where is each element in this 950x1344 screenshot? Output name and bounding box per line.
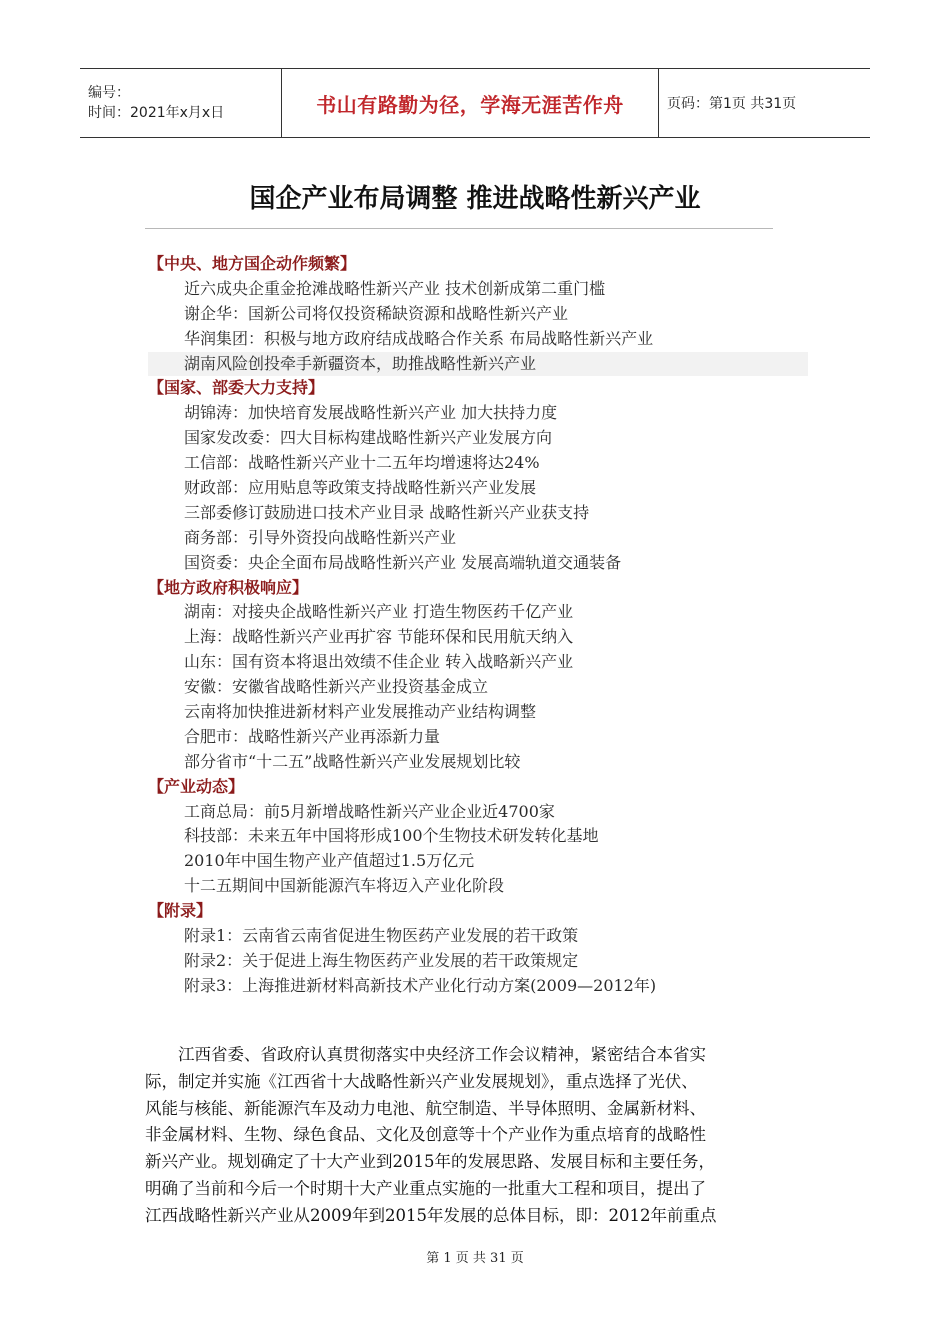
toc-item[interactable]: 胡锦涛：加快培育发展战略性新兴产业 加大扶持力度 [184, 403, 558, 423]
toc-item[interactable]: 附录1：云南省云南省促进生物医药产业发展的若干政策 [184, 926, 579, 946]
body-line: 非金属材料、生物、绿色食品、文化及创意等十个产业作为重点培育的战略性 [145, 1125, 706, 1145]
table-of-contents [148, 252, 808, 999]
body-line: 江西省委、省政府认真贯彻落实中央经济工作会议精神，紧密结合本省实 [145, 1045, 706, 1064]
toc-item[interactable]: 工信部：战略性新兴产业十二五年均增速将达24% [184, 453, 540, 473]
toc-item[interactable]: 财政部：应用贴息等政策支持战略性新兴产业发展 [184, 478, 537, 498]
toc-section-heading: 【产业动态】 [148, 776, 245, 796]
motto-text: 书山有路勤为径，学海无涯苦作舟 [316, 92, 624, 117]
body-line: 风能与核能、新能源汽车及动力电池、航空制造、半导体照明、金属新材料、 [145, 1098, 706, 1118]
body-line: 江西战略性新兴产业从2009年到2015年发展的总体目标，即：2012年前重点 [145, 1205, 717, 1225]
toc-item[interactable]: 附录3：上海推进新材料高新技术产业化行动方案(2009—2012年) [184, 975, 657, 995]
toc-item[interactable]: 2010年中国生物产业产值超过1.5万亿元 [184, 851, 475, 871]
toc-section-heading: 【国家、部委大力支持】 [148, 378, 325, 398]
body-line: 际，制定并实施《江西省十大战略性新兴产业发展规划》，重点选择了光伏、 [145, 1071, 698, 1091]
toc-section-heading: 【中央、地方国企动作频繁】 [148, 254, 357, 273]
body-line: 明确了当前和今后一个时期十大产业重点实施的一批重大工程和项目，提出了 [145, 1178, 706, 1198]
toc-item[interactable]: 科技部：未来五年中国将形成100个生物技术研发转化基地 [184, 826, 599, 846]
header-motto-cell [282, 69, 659, 137]
document-title: 国企产业布局调整 推进战略性新兴产业 [249, 184, 701, 214]
toc-item[interactable]: 山东：国有资本将退出效绩不佳企业 转入战略新兴产业 [184, 652, 574, 672]
page-info: 页码：第1页 共31页 [667, 96, 797, 112]
number-label: 编号： [88, 85, 130, 101]
toc-item[interactable]: 华润集团：积极与地方政府结成战略合作关系 布局战略性新兴产业 [184, 328, 654, 348]
toc-item[interactable]: 谢企华：国新公司将仅投资稀缺资源和战略性新兴产业 [184, 303, 569, 323]
toc-item[interactable]: 附录2：关于促进上海生物医药产业发展的若干政策规定 [184, 950, 579, 970]
toc-item[interactable]: 上海：战略性新兴产业再扩容 节能环保和民用航天纳入 [184, 627, 574, 647]
toc-item[interactable]: 合肥市：战略性新兴产业再添新力量 [184, 726, 441, 746]
body-line: 新兴产业。规划确定了十大产业到2015年的发展思路、发展目标和主要任务， [145, 1152, 715, 1172]
toc-item[interactable]: 十二五期间中国新能源汽车将迈入产业化阶段 [184, 876, 505, 896]
toc-item[interactable]: 国家发改委：四大目标构建战略性新兴产业发展方向 [184, 428, 553, 448]
toc-item[interactable]: 商务部：引导外资投向战略性新兴产业 [184, 527, 457, 547]
toc-item[interactable]: 云南将加快推进新材料产业发展推动产业结构调整 [184, 702, 537, 722]
toc-item[interactable]: 湖南风险创投牵手新疆资本，助推战略性新兴产业 [148, 352, 808, 377]
page-footer: 第 1 页 共 31 页 [426, 1251, 524, 1266]
document-header [80, 68, 870, 138]
toc-item[interactable]: 工商总局：前5月新增战略性新兴产业企业近4700家 [184, 801, 555, 821]
toc-item[interactable]: 安徽：安徽省战略性新兴产业投资基金成立 [184, 677, 489, 697]
toc-section-heading: 【地方政府积极响应】 [148, 577, 309, 597]
toc-item[interactable]: 国资委：央企全面布局战略性新兴产业 发展高端轨道交通装备 [184, 552, 622, 572]
toc-item[interactable]: 湖南：对接央企战略性新兴产业 打造生物医药千亿产业 [184, 602, 574, 622]
toc-item[interactable]: 三部委修订鼓励进口技术产业目录 战略性新兴产业获支持 [184, 502, 590, 522]
toc-section-heading: 【附录】 [148, 901, 213, 921]
body-paragraph [145, 1042, 815, 1230]
date-line: 时间：2021年x月x日 [88, 105, 225, 121]
toc-item[interactable]: 近六成央企重金抢滩战略性新兴产业 技术创新成第二重门槛 [184, 278, 606, 298]
toc-item[interactable]: 部分省市“十二五”战略性新兴产业发展规划比较 [184, 751, 521, 771]
header-meta [80, 69, 282, 137]
title-divider [145, 228, 773, 229]
